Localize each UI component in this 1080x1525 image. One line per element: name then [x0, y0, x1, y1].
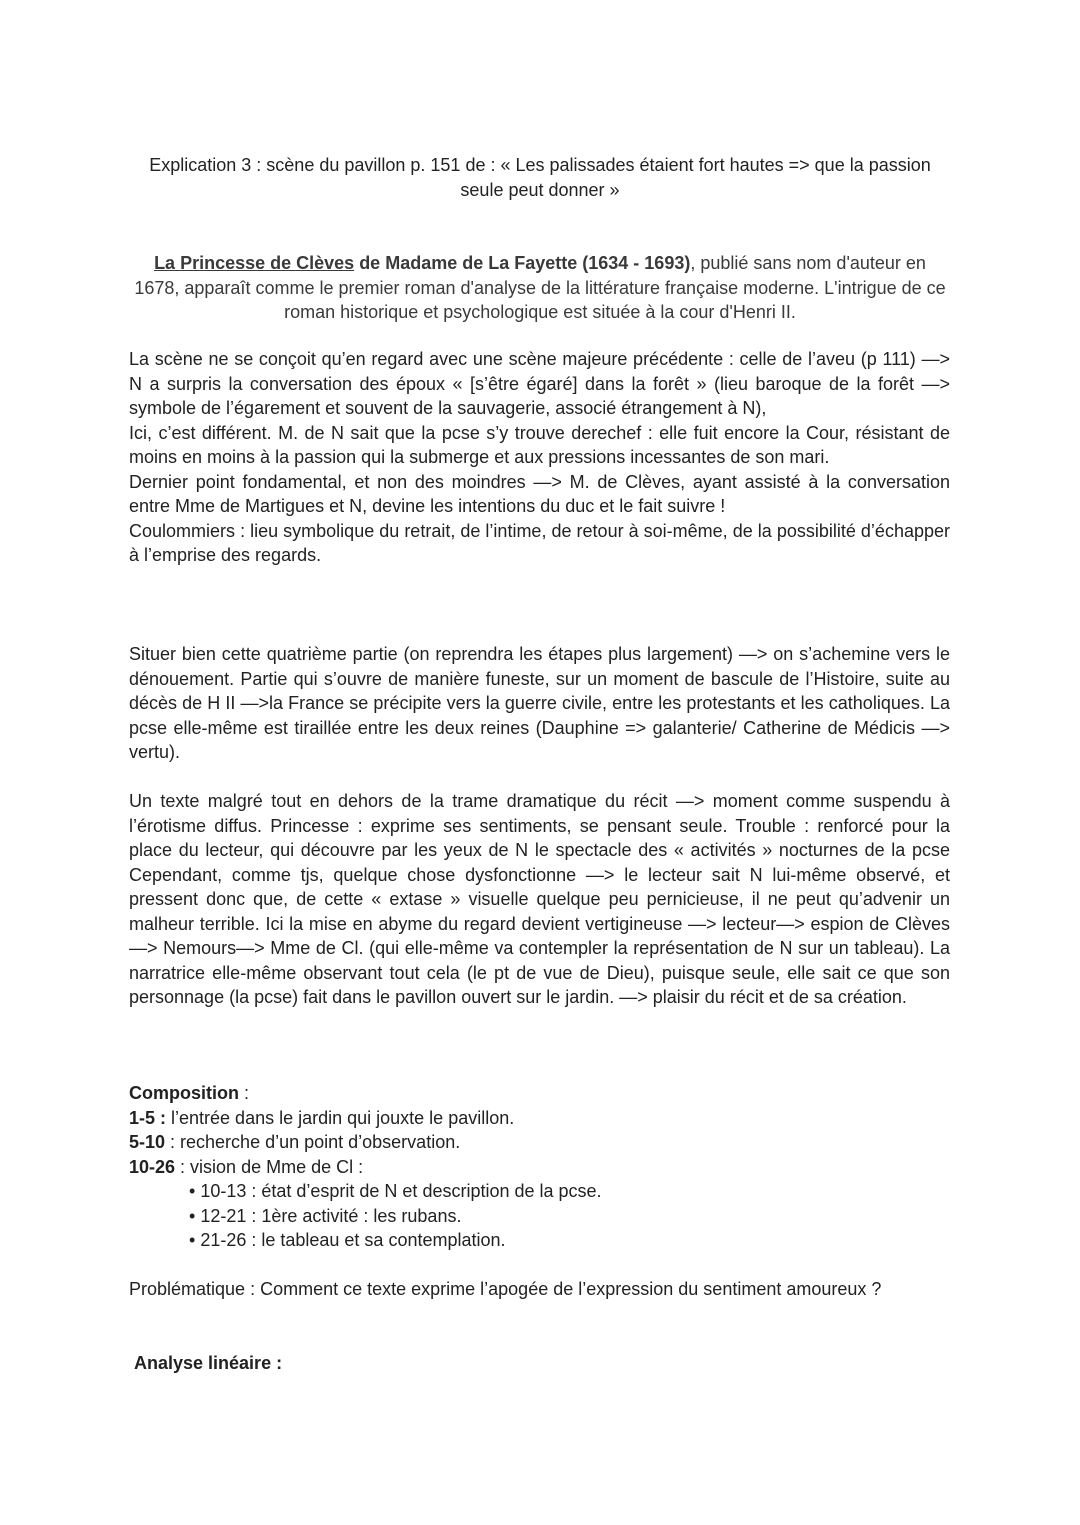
composition-heading-row	[129, 1081, 950, 1106]
situation-paragraph: Situer bien cette quatrième partie (on reprendra les étapes plus largement) —> on s’achemine vers le dénouement. Partie qui s’ouvre de manière funeste, sur un moment de bascule de l’Histoire, suite au décès de H II —>la France se précipite vers la guerre civile, entre les protestants et les catholiques. La pcse elle-même est tiraillée entre les deux reines (Dauphine => galanterie/ Catherine de Médicis —> vertu).	[129, 644, 950, 762]
context-paragraph: Dernier point fondamental, et non des moindres —> M. de Clèves, ayant assisté à la conversation entre Mme de Martigues et N, devine les intentions du duc et le fait suivre !	[129, 471, 950, 516]
composition-heading-suffix: :	[239, 1083, 250, 1103]
composition-row	[129, 1155, 950, 1180]
composition-heading: Composition	[129, 1083, 239, 1103]
author-info: de Madame de La Fayette (1634 - 1693)	[354, 253, 691, 273]
context-paragraph: La scène ne se conçoit qu’en regard avec une scène majeure précédente : celle de l’aveu (p 111) —> N a surpris la conversation des époux « [s’être égaré] dans la forêt » (lieu baroque de la forêt —> symbole de l’égarement et souvent de la sauvagerie, associé étrangement à N),	[129, 349, 950, 418]
context-section	[129, 347, 950, 568]
analysis-paragraph: Un texte malgré tout en dehors de la trame dramatique du récit —> moment comme suspendu à l’érotisme diffus. Princesse : exprime ses sentiments, se pensant seule. Trouble : renforcé pour la place du lecteur, qui découvre par les yeux de N le spectacle des « activités » nocturnes de la pcse Cependant, comme tjs, quelque chose dysfonctionne —> le lecteur sait N lui-même observé, et pressent donc que, de cette « extase » visuelle quelque peu pernicieuse, il ne peut qu’advenir un malheur terrible. Ici la mise en abyme du regard devient vertigineuse —> lecteur—> espion de Clèves—> Nemours—> Mme de Cl. (qui elle-même va contempler la représentation de N sur un tableau). La narratrice elle-même observant tout cela (le pt de vue de Dieu), puisque seule, elle sait ce que son personnage (la pcse) fait dans le pavillon ouvert sur le jardin. —> plaisir du récit et de sa création.	[129, 791, 950, 1007]
situation-section	[129, 642, 950, 765]
composition-text: : recherche d’un point d’observation.	[165, 1132, 461, 1152]
composition-row	[129, 1106, 950, 1131]
intro-paragraph	[130, 251, 950, 325]
composition-range: 1-5 :	[129, 1107, 167, 1128]
composition-text: : vision de Mme de Cl :	[175, 1156, 364, 1177]
analysis-section	[129, 789, 950, 1010]
page-title: Explication 3 : scène du pavillon p. 151 de : « Les palissades étaient fort hautes => que la passion seule peut donner »	[149, 155, 931, 200]
composition-bullet: • 10-13 : état d’esprit de N et description de la pcse.	[189, 1179, 950, 1204]
intro-text: , publié sans nom d'auteur en 1678, apparaît comme le premier roman d'analyse de la littérature française moderne. L'intrigue de ce roman historique et psychologique est située à la cour d'Henri II.	[134, 253, 946, 322]
work-title: La Princesse de Clèves	[154, 253, 355, 273]
context-paragraph: Ici, c’est différent. M. de N sait que la pcse s’y trouve derechef : elle fuit encore la Cour, résistant de moins en moins à la passion qui la submerge et aux pressions incessantes de son mari.	[129, 422, 950, 467]
composition-sublist	[129, 1179, 950, 1253]
composition-text: l’entrée dans le jardin qui jouxte le pavillon.	[166, 1107, 515, 1128]
composition-section	[129, 1081, 950, 1253]
analysis-heading: Analyse linéaire :	[134, 1353, 283, 1373]
composition-range: 5-10	[129, 1132, 166, 1152]
composition-bullet: • 12-21 : 1ère activité : les rubans.	[189, 1204, 950, 1229]
composition-range: 10-26	[129, 1156, 176, 1177]
composition-row	[129, 1130, 950, 1155]
composition-bullet: • 21-26 : le tableau et sa contemplation.	[189, 1228, 950, 1253]
problematique: Problématique : Comment ce texte exprime l’apogée de l’expression du sentiment amoureux ?	[129, 1279, 882, 1299]
context-paragraph: Coulommiers : lieu symbolique du retrait, de l’intime, de retour à soi-même, de la possibilité d’échapper à l’emprise des regards.	[129, 520, 950, 565]
